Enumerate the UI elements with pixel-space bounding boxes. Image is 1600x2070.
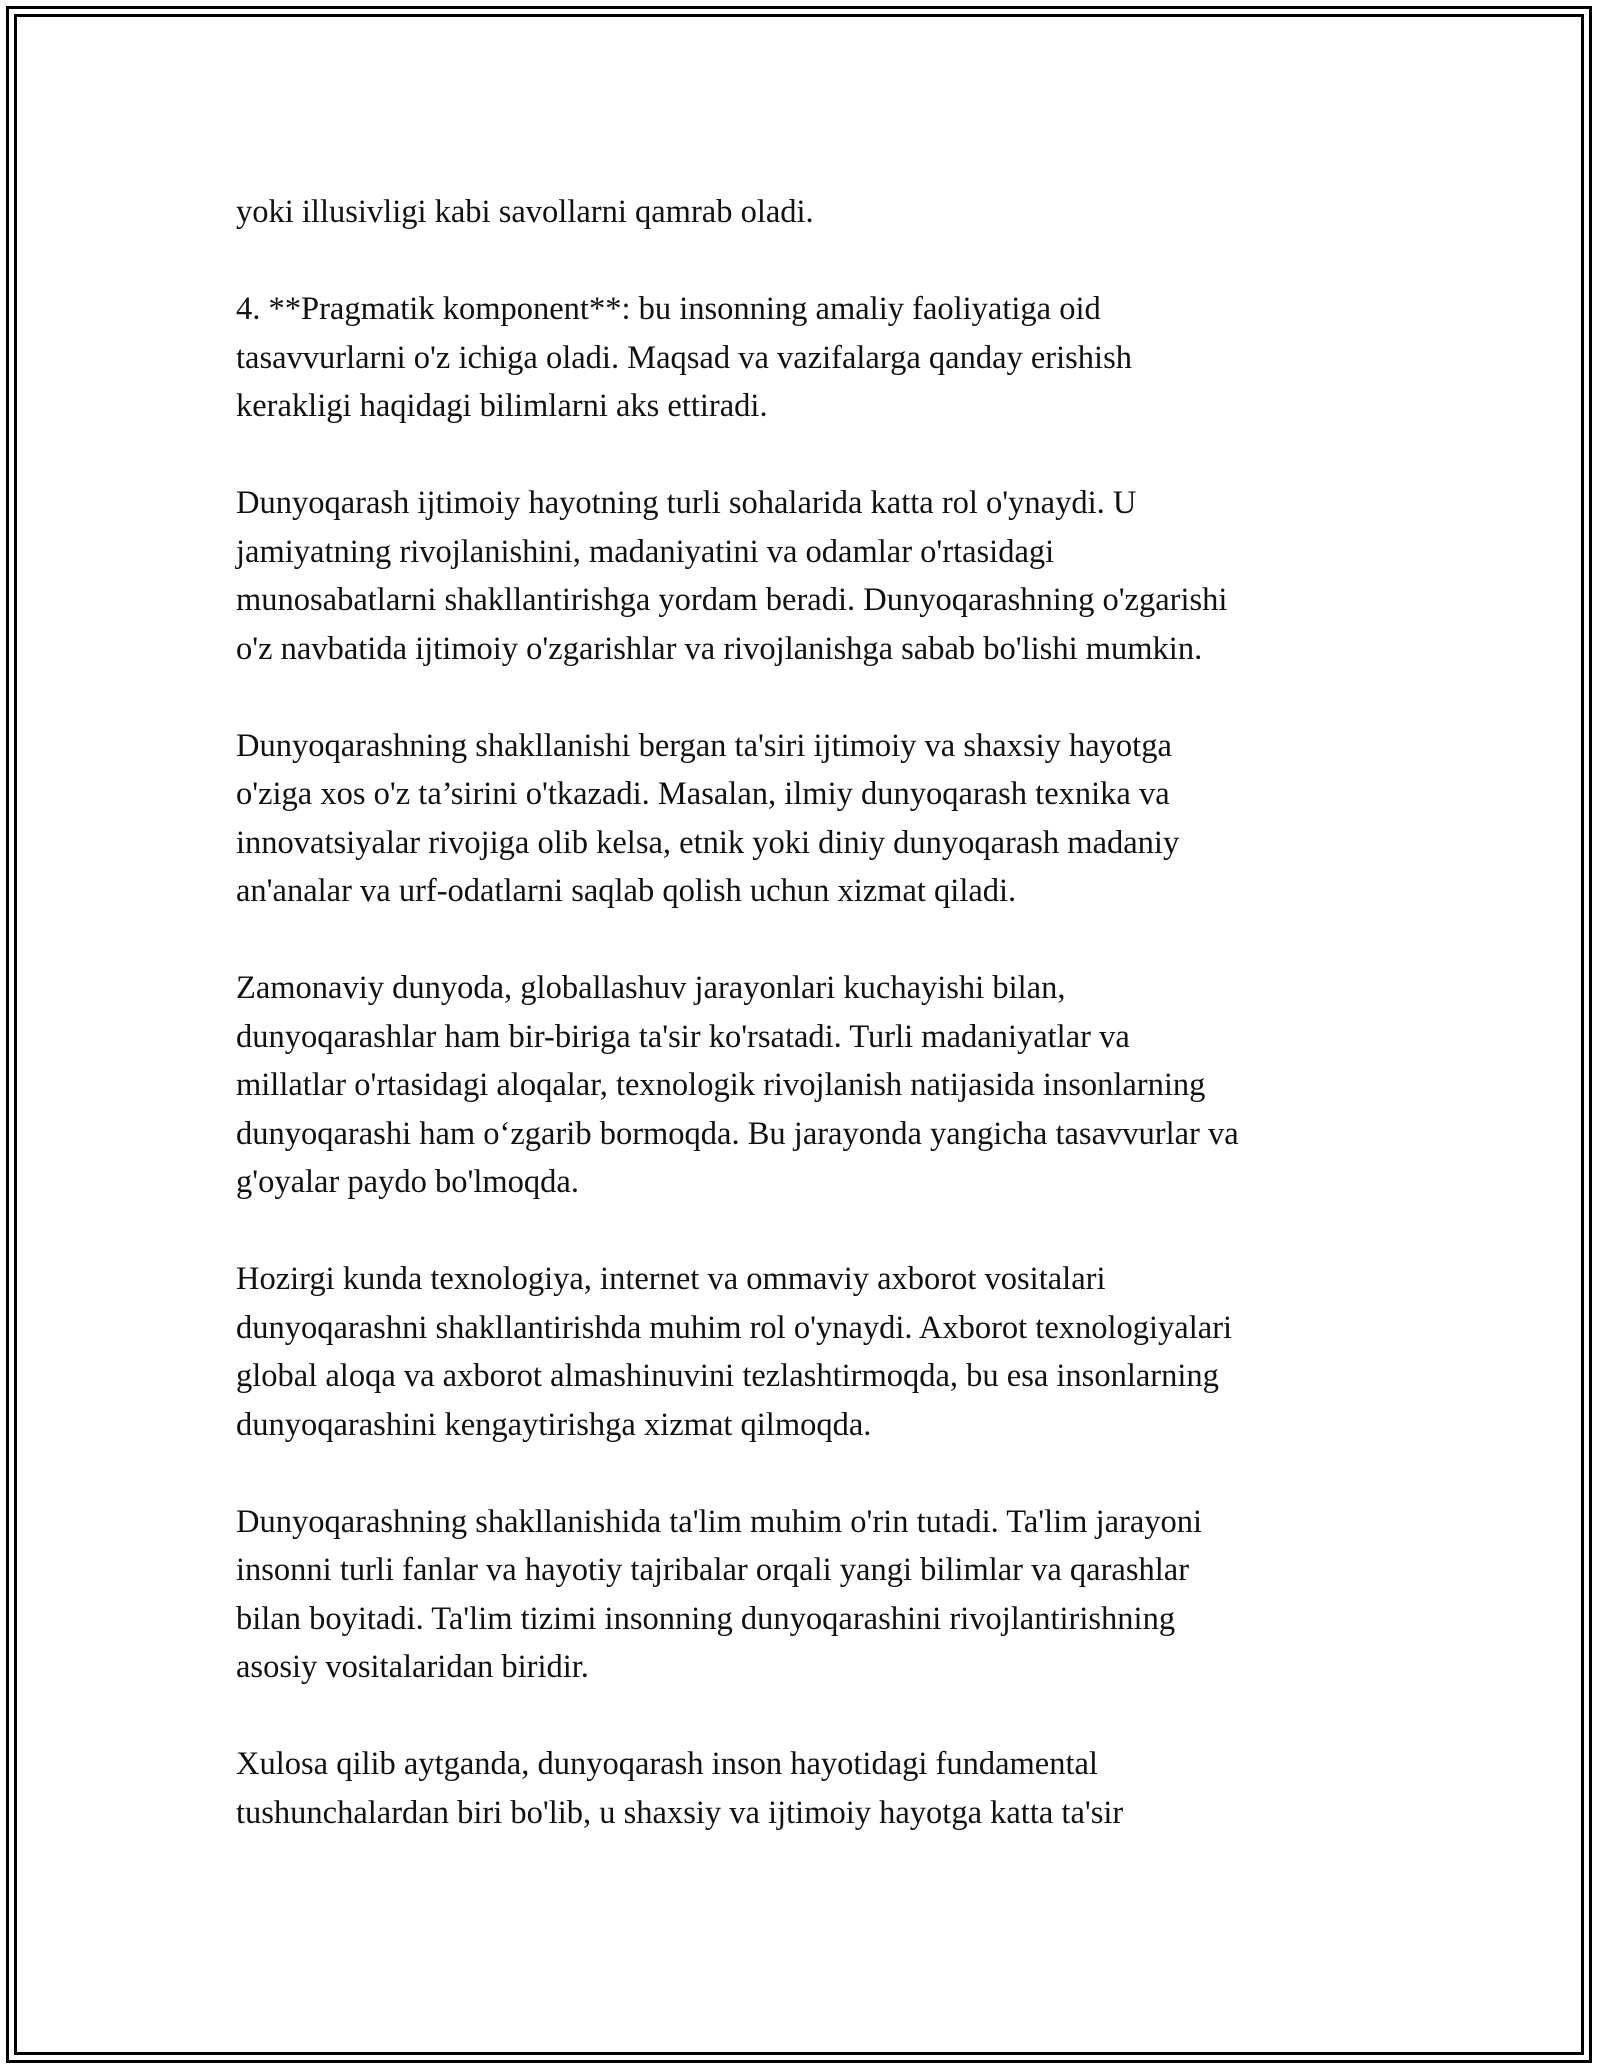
text-line: tushunchalardan biri bo'lib, u shaxsiy va ijtimoiy hayotga katta ta'sir — [236, 1794, 1124, 1831]
text-line: Xulosa qilib aytganda, dunyoqarash inson hayotidagi fundamental — [236, 1746, 1098, 1782]
paragraph-4 — [236, 722, 1396, 916]
text-line: insonni turli fanlar va hayotiy tajribalar orqali yangi bilimlar va qarashlar — [236, 1552, 1190, 1588]
text-line: dunyoqarashni shakllantirishda muhim rol o'ynaydi. Axborot texnologiyalari — [236, 1309, 1233, 1346]
text-line: global aloqa va axborot almashinuvini tezlashtirmoqda, bu esa insonlarning — [236, 1358, 1219, 1394]
text-line: tasavvurlarni o'z ichiga oladi. Maqsad va vazifalarga qanday erishish — [236, 339, 1132, 376]
text-line: Dunyoqarashning shakllanishi bergan ta'siri ijtimoiy va shaxsiy hayotga — [236, 727, 1172, 764]
text-line: dunyoqarashini kengaytirishga xizmat qilmoqda. — [236, 1406, 872, 1443]
paragraph-6 — [236, 1255, 1396, 1449]
text-line: innovatsiyalar rivojiga olib kelsa, etnik yoki diniy dunyoqarash madaniy — [236, 824, 1180, 861]
text-line: kerakligi haqidagi bilimlarni aks ettiradi. — [236, 388, 768, 424]
paragraph-5 — [236, 964, 1396, 1207]
text-line: Dunyoqarash ijtimoiy hayotning turli sohalarida katta rol o'ynaydi. U — [236, 485, 1137, 521]
text-line: Zamonaviy dunyoda, globallashuv jarayonlari kuchayishi bilan, — [236, 970, 1066, 1006]
text-line: jamiyatning rivojlanishini, madaniyatini va odamlar o'rtasidagi — [236, 533, 1055, 570]
text-line: 4. **Pragmatik komponent**: bu insonning amaliy faoliyatiga oid — [236, 291, 1101, 327]
text-line: dunyoqarashi ham o‘zgarib bormoqda. Bu jarayonda yangicha tasavvurlar va — [236, 1115, 1239, 1152]
document-body — [236, 188, 1396, 1886]
paragraph-1 — [236, 188, 1396, 237]
paragraph-8 — [236, 1740, 1396, 1837]
text-line: millatlar o'rtasidagi aloqalar, texnologik rivojlanish natijasida insonlarning — [236, 1067, 1206, 1103]
text-line: asosiy vositalaridan biridir. — [236, 1649, 589, 1685]
paragraph-3 — [236, 479, 1396, 673]
text-line: o'z navbatida ijtimoiy o'zgarishlar va rivojlanishga sabab bo'lishi mumkin. — [236, 630, 1203, 667]
text-line: bilan boyitadi. Ta'lim tizimi insonning dunyoqarashini rivojlantirishning — [236, 1600, 1176, 1637]
text-line: o'ziga xos o'z ta’sirini o'tkazadi. Masalan, ilmiy dunyoqarash texnika va — [236, 776, 1170, 812]
paragraph-2 — [236, 285, 1396, 431]
text-line: g'oyalar paydo bo'lmoqda. — [236, 1164, 579, 1200]
text-line: an'analar va urf-odatlarni saqlab qolish uchun xizmat qiladi. — [236, 873, 1017, 909]
text-line: munosabatlarni shakllantirishga yordam beradi. Dunyoqarashning o'zgarishi — [236, 582, 1228, 618]
text-line: dunyoqarashlar ham bir-biriga ta'sir ko'rsatadi. Turli madaniyatlar va — [236, 1018, 1130, 1055]
paragraph-7 — [236, 1498, 1396, 1692]
text-line: Hozirgi kunda texnologiya, internet va ommaviy axborot vositalari — [236, 1261, 1106, 1297]
text-line: Dunyoqarashning shakllanishida ta'lim muhim o'rin tutadi. Ta'lim jarayoni — [236, 1503, 1203, 1540]
text-line: yoki illusivligi kabi savollarni qamrab oladi. — [236, 194, 814, 230]
